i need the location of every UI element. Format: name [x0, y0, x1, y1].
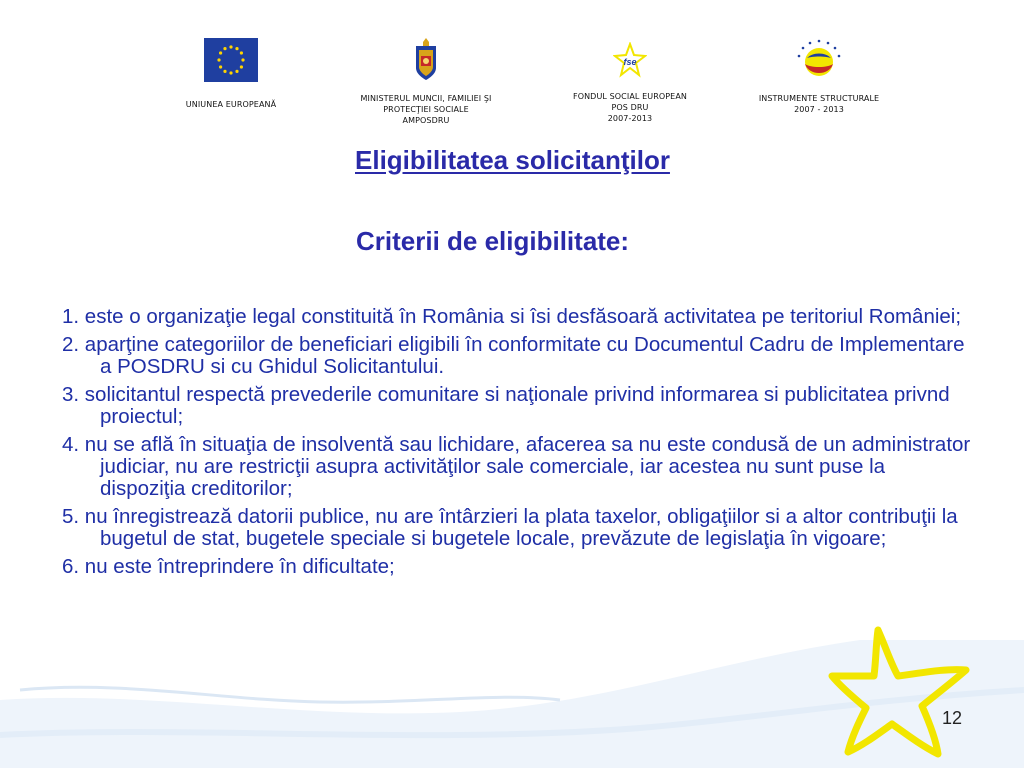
fse-logo: [560, 42, 700, 124]
decorative-star-icon: [826, 624, 976, 760]
fse-logo-caption: FONDUL SOCIAL EUROPEAN POS DRU 2007-2013: [573, 92, 687, 123]
criteria-item: 3. solicitantul respectă prevederile comunitare si naţionale privind informarea si publicitatea privnd proiectul;: [62, 383, 950, 428]
coat-of-arms-icon: [411, 38, 441, 82]
eu-flag-icon: [204, 38, 258, 82]
slide-title: Eligibilitatea solicitanţilor: [355, 145, 670, 175]
ministry-logo: [340, 38, 512, 126]
instrumente-structurale-caption: INSTRUMENTE STRUCTURALE 2007 - 2013: [758, 94, 880, 114]
instrumente-structurale-icon: [795, 38, 843, 82]
criteria-item: 2. aparţine categoriilor de beneficiari eligibili în conformitate cu Documentul Cadru de Implementare a POSDRU si cu Ghidul Solicitantului.: [62, 333, 965, 378]
instrumente-structurale-logo: [746, 38, 892, 115]
eu-logo-caption: UNIUNEA EUROPEANĂ: [185, 100, 277, 109]
criteria-item: 6. nu este întreprindere în dificultate;: [62, 555, 395, 578]
page-number: 12: [942, 708, 963, 728]
ministry-logo-caption: MINISTERUL MUNCII, FAMILIEI ŞI PROTECŢIEI SOCIALE AMPOSDRU: [360, 94, 492, 125]
criteria-item: 5. nu înregistrează datorii publice, nu are întârzieri la plata taxelor, obligaţiilor si a altor contribuţii la bugetul de stat, bugetele speciale si bugetele locale, prevăzute de legislaţia în vigoare;: [62, 505, 958, 550]
slide-subtitle: Criterii de eligibilitate:: [356, 226, 630, 256]
fse-mark: fse: [623, 57, 637, 67]
criteria-item: 1. este o organizaţie legal constituită în România si îsi desfăsoară activitatea pe teritoriul României;: [62, 305, 962, 328]
fse-star-icon: [613, 42, 647, 80]
eu-logo: [175, 38, 287, 110]
criteria-list: [62, 306, 972, 584]
criteria-item: 4. nu se află în situaţia de insolventă sau lichidare, afacerea sa nu este condusă de un administrator judiciar, nu are restricţii asupra activităţilor sale comerciale, iar acestea nu sunt puse la dispoziţia creditorilor;: [62, 433, 971, 500]
